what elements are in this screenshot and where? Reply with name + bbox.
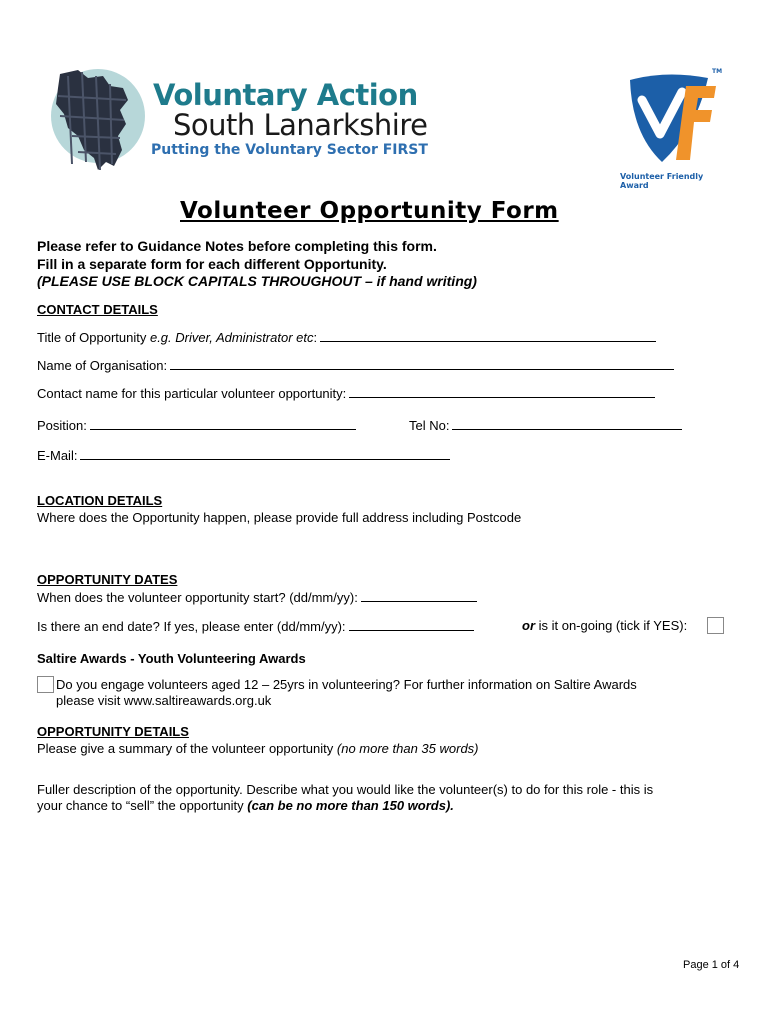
summary-limit: (no more than 35 words) bbox=[336, 741, 479, 756]
page-title: Volunteer Opportunity Form bbox=[180, 198, 559, 224]
end-date-label: Is there an end date? If yes, please enter (dd/mm/yy): bbox=[37, 619, 346, 634]
tel-field[interactable] bbox=[452, 417, 682, 430]
page-number: Page 1 of 4 bbox=[683, 959, 740, 971]
details-heading: OPPORTUNITY DETAILS bbox=[37, 724, 189, 739]
saltire-line2: please visit www.saltireawards.org.uk bbox=[56, 693, 272, 708]
award-caption: Volunteer Friendly Award bbox=[620, 172, 704, 190]
award-tm: TM bbox=[712, 68, 723, 75]
summary-row bbox=[37, 741, 479, 757]
fuller-limit: (can be no more than 150 words). bbox=[247, 798, 454, 813]
organisation-row bbox=[37, 357, 674, 374]
ongoing-row bbox=[522, 618, 687, 634]
ongoing-label: is it on-going (tick if YES): bbox=[535, 618, 688, 633]
org-label: Name of Organisation: bbox=[37, 358, 168, 373]
fuller-line2-row bbox=[37, 798, 454, 814]
title-of-opportunity-field[interactable] bbox=[320, 329, 656, 342]
saltire-line1: Do you engage volunteers aged 12 – 25yrs in volunteering? For further information on Saltire Awards bbox=[56, 677, 637, 692]
title-label: Title of Opportunity bbox=[37, 330, 150, 345]
position-row bbox=[37, 417, 356, 434]
email-row bbox=[37, 447, 450, 464]
contact-name-row bbox=[37, 385, 655, 402]
start-date-row bbox=[37, 589, 477, 606]
intro-line2: Fill in a separate form for each different Opportunity. bbox=[37, 256, 387, 272]
dates-heading: OPPORTUNITY DATES bbox=[37, 572, 178, 587]
fuller-line2: your chance to “sell” the opportunity bbox=[37, 798, 248, 813]
contact-heading: CONTACT DETAILS bbox=[37, 302, 158, 317]
intro-line1: Please refer to Guidance Notes before completing this form. bbox=[37, 238, 437, 254]
end-date-row bbox=[37, 618, 474, 635]
fuller-line1: Fuller description of the opportunity. Describe what you would like the volunteer(s) to do for this role - this is bbox=[37, 782, 654, 797]
location-heading: LOCATION DETAILS bbox=[37, 493, 163, 508]
start-date-label: When does the volunteer opportunity start? (dd/mm/yy): bbox=[37, 590, 358, 605]
saltire-heading: Saltire Awards - Youth Volunteering Awards bbox=[37, 651, 306, 666]
logo-line1: Voluntary Action bbox=[153, 78, 418, 112]
vf-award-icon bbox=[616, 70, 726, 170]
logo-line2: South Lanarkshire bbox=[173, 108, 428, 142]
saltire-checkbox[interactable] bbox=[37, 676, 54, 693]
title-example: e.g. Driver, Administrator etc bbox=[149, 330, 314, 345]
summary-text: Please give a summary of the volunteer opportunity bbox=[37, 741, 337, 756]
vf-award-logo bbox=[614, 66, 734, 190]
title-of-opportunity-row bbox=[37, 329, 656, 346]
tel-row bbox=[409, 417, 682, 434]
vasl-logo bbox=[48, 66, 448, 176]
organisation-field[interactable] bbox=[170, 357, 674, 370]
tel-label: Tel No: bbox=[409, 418, 450, 433]
contact-name-field[interactable] bbox=[349, 385, 655, 398]
contact-name-label: Contact name for this particular volunteer opportunity: bbox=[37, 386, 347, 401]
email-label: E-Mail: bbox=[37, 448, 78, 463]
location-text: Where does the Opportunity happen, please provide full address including Postcode bbox=[37, 510, 522, 525]
start-date-field[interactable] bbox=[361, 589, 477, 602]
or-label: or bbox=[522, 618, 535, 633]
logo-tagline: Putting the Voluntary Sector FIRST bbox=[151, 142, 428, 158]
intro-line3: (PLEASE USE BLOCK CAPITALS THROUGHOUT – if hand writing) bbox=[37, 273, 477, 289]
position-label: Position: bbox=[37, 418, 87, 433]
ongoing-checkbox[interactable] bbox=[707, 617, 724, 634]
end-date-field[interactable] bbox=[349, 618, 474, 631]
email-field[interactable] bbox=[80, 447, 450, 460]
position-field[interactable] bbox=[90, 417, 356, 430]
map-logo-icon bbox=[48, 66, 148, 176]
title-colon: : bbox=[313, 330, 318, 345]
